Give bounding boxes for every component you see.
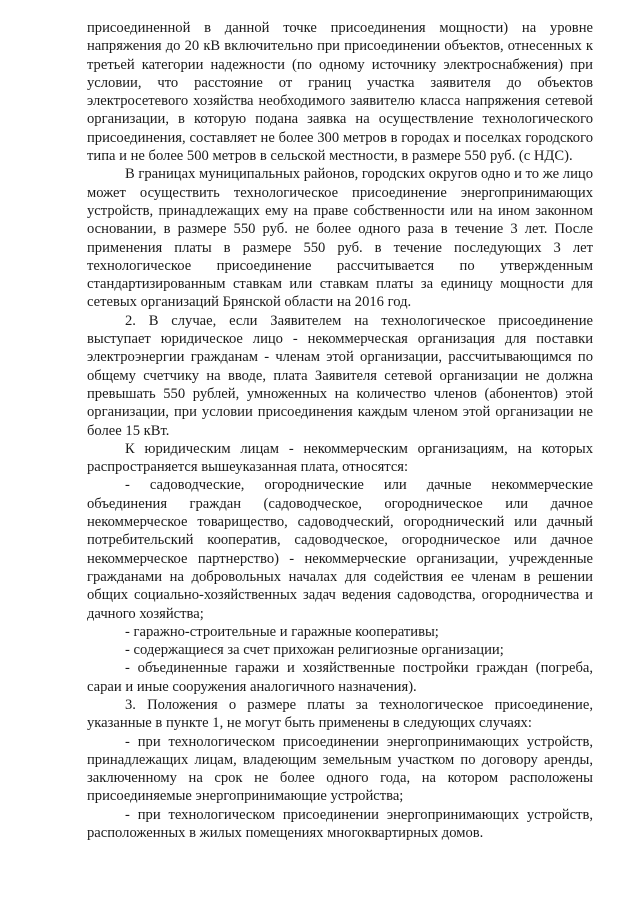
paragraph-municipal-limits: В границах муниципальных районов, городских округов одно и то же лицо может осуществить технологическое присоединение энергопринимающих устройств, принадлежащих ему на праве собственности или на ином законном основании, в размере 550 руб. не более одного раза в течение 3 лет. После применения платы в размере 550 руб. в течение последующих 3 лет технологическое присоединение рассчитывается по утвержденным стандартизированным ставкам или ставкам платы за единицу мощности для сетевых организаций Брянской области на 2016 год. [87,166,593,311]
list-item-religious-organizations: - содержащиеся за счет прихожан религиозные организации; [125,642,504,659]
paragraph-continuation: присоединенной в данной точке присоединения мощности) на уровне напряжения до 20 кВ включительно при присоединении объектов, отнесенных к третьей категории надежности (по одному источнику электроснабжения) при условии, что расстояние от границ участка заявителя до объектов электросетевого хозяйства необходимого заявителю класса напряжения сетевой организации, в которую подана заявка на осуществление технологического присоединения, составляет не более 300 метров в городах и поселках городского типа и не более 500 метров в сельской местности, в размере 550 руб. (с НДС). [87,20,593,165]
paragraph-item-2: 2. В случае, если Заявителем на технологическое присоединение выступает юридическое лицо - некоммерческая организация для поставки электроэнергии гражданам - членам этой организации, рассчитывающимся по общему счетчику на вводе, плата Заявителя сетевой организации не должна превышать 550 рублей, умноженных на количество членов (абонентов) этой организации, при условии присоединения каждым членом этой организации не более 15 кВт. [87,312,593,439]
list-item-apartment-buildings: - при технологическом присоединении энергопринимающих устройств, расположенных в жилых помещениях многоквартирных домов. [87,806,593,842]
document-body [87,19,593,842]
list-item-garden-associations: - садоводческие, огороднические или дачные некоммерческие объединения граждан (садоводческое, огородническое или дачное некоммерческое товарищество, садоводческий, огороднический или дачный потребительский кооператив, садоводческое, огородническое или дачное некоммерческое партнерство) - некоммерческие организации, учрежденные гражданами на добровольных началах для содействия ее членам в решении общих социально-хозяйственных задач ведения садоводства, огородничества и дачного хозяйства; [87,477,593,622]
list-item-lease-land: - при технологическом присоединении энергопринимающих устройств, принадлежащих лицам, владеющим земельным участком по договору аренды, заключенному на срок не более одного года, на котором расположены присоединяемые энергопринимающие устройства; [87,733,593,805]
list-item-garages-outbuildings: - объединенные гаражи и хозяйственные постройки граждан (погреба, сараи и иные сооружения аналогичного назначения). [87,660,593,695]
list-item-garage-cooperatives: - гаражно-строительные и гаражные кооперативы; [125,623,439,640]
paragraph-nonprofit-intro: К юридическим лицам - некоммерческим организациям, на которых распространяется вышеуказанная плата, относятся: [87,440,593,476]
paragraph-item-3: 3. Положения о размере платы за технологическое присоединение, указанные в пункте 1, не могут быть применены в следующих случаях: [87,696,593,732]
